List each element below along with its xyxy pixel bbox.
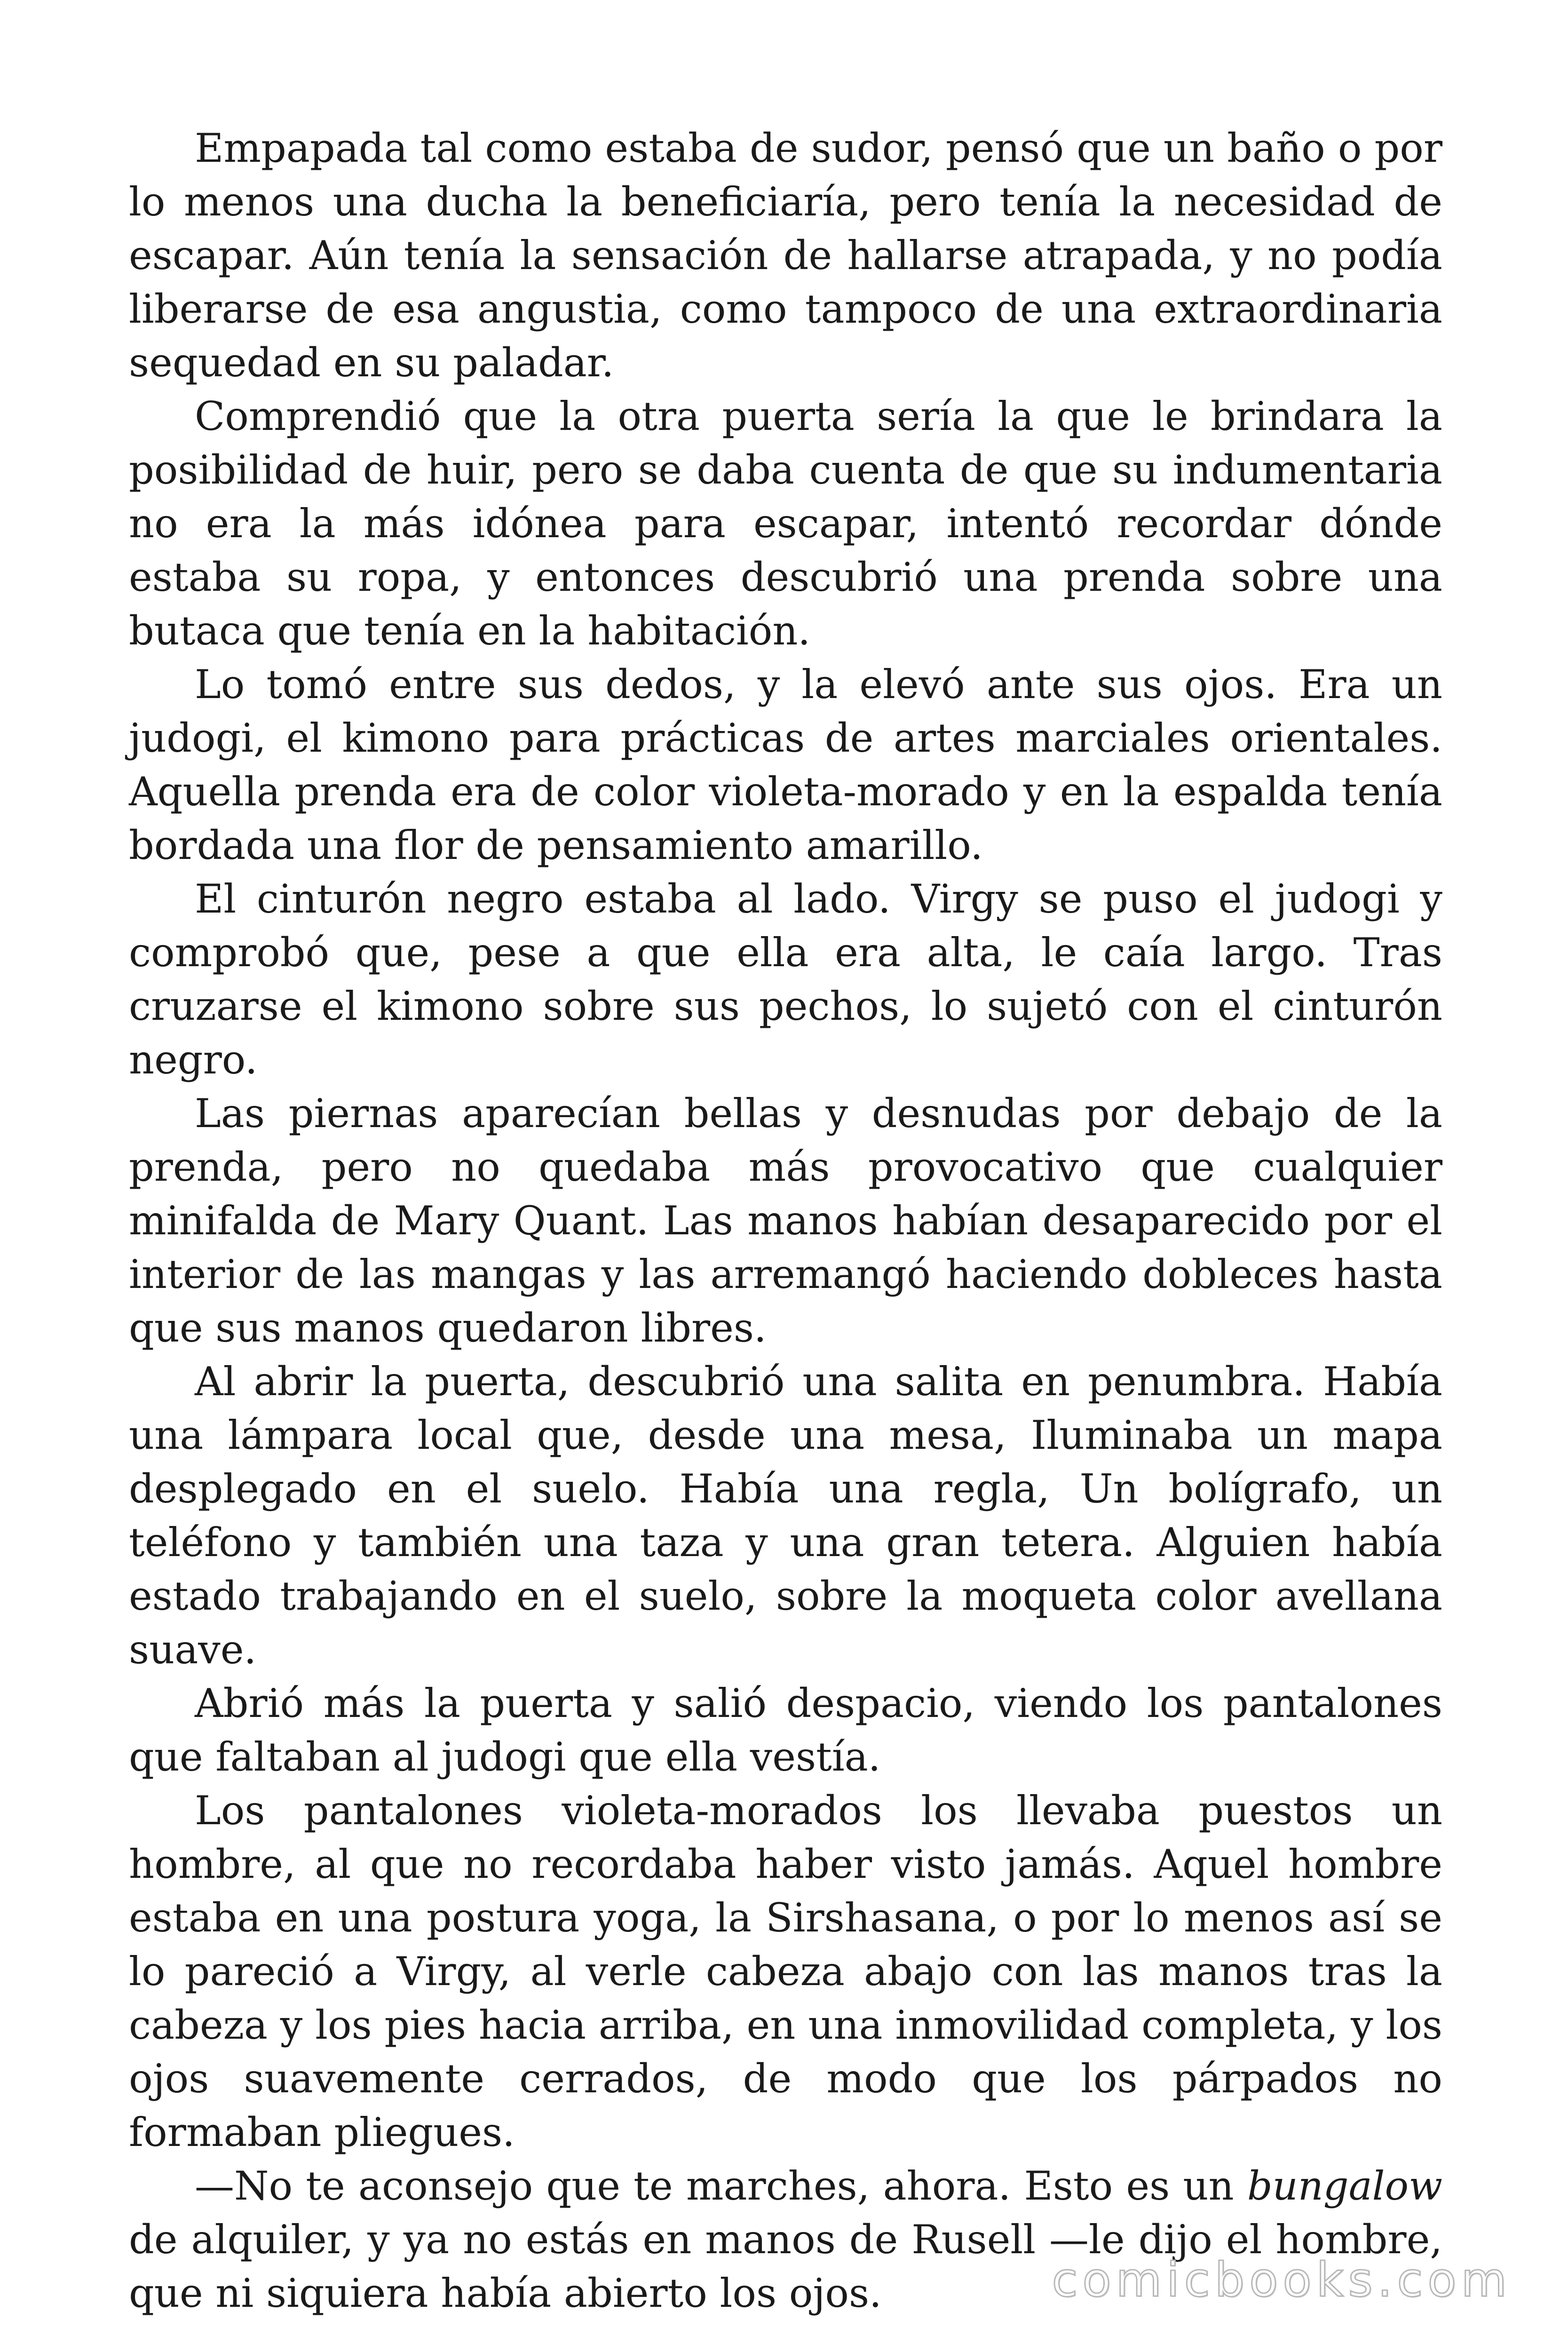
page-body	[129, 121, 1442, 2320]
watermark: comicbooks.com	[1052, 2252, 1512, 2307]
paragraph: Comprendió que la otra puerta sería la que le brindara la posibilidad de huir, pero se daba cuenta de que su indumentaria no era la más idónea para escapar, intentó recordar dónde estaba su ropa, y entonces descubrió una prenda sobre una butaca que tenía en la habitación.	[129, 393, 1442, 654]
final-paragraph-after: de alquiler, y ya no estás en manos de Rusell —le dijo el hombre, que ni siquiera había abierto los ojos.	[129, 2217, 1442, 2316]
paragraph: Abrió más la puerta y salió despacio, viendo los pantalones que faltaban al judogi que ella vestía.	[129, 1680, 1442, 1780]
final-paragraph-italic: bungalow	[1247, 2163, 1442, 2209]
paragraph: El cinturón negro estaba al lado. Virgy se puso el judogi y comprobó que, pese a que ella era alta, le caía largo. Tras cruzarse el kimono sobre sus pechos, lo sujetó con el cinturón negro.	[129, 876, 1442, 1083]
paragraph: Las piernas aparecían bellas y desnudas por debajo de la prenda, pero no quedaba más provocativo que cualquier minifalda de Mary Quant. Las manos habían desaparecido por el interior de las mangas y las arremangó haciendo dobleces hasta que sus manos quedaron libres.	[129, 1090, 1442, 1351]
paragraph: Los pantalones violeta-morados los llevaba puestos un hombre, al que no recordaba haber visto jamás. Aquel hombre estaba en una postura yoga, la Sirshasana, o por lo menos así se lo pareció a Virgy, al verle cabeza abajo con las manos tras la cabeza y los pies hacia arriba, en una inmovilidad completa, y los ojos suavemente cerrados, de modo que los párpados no formaban pliegues.	[129, 1788, 1442, 2155]
final-paragraph-before: —No te aconsejo que te marches, ahora. Esto es un	[195, 2163, 1247, 2209]
paragraph: Empapada tal como estaba de sudor, pensó que un baño o por lo menos una ducha la beneficiaría, pero tenía la necesidad de escapar. Aún tenía la sensación de hallarse atrapada, y no podía liberarse de esa angustia, como tampoco de una extraordinaria sequedad en su paladar.	[129, 125, 1442, 386]
paragraph: Lo tomó entre sus dedos, y la elevó ante sus ojos. Era un judogi, el kimono para prácticas de artes marciales orientales. Aquella prenda era de color violeta-morado y en la espalda tenía bordada una flor de pensamiento amarillo.	[129, 661, 1442, 868]
paragraph: Al abrir la puerta, descubrió una salita en penumbra. Había una lámpara local que, desde una mesa, Iluminaba un mapa desplegado en el suelo. Había una regla, Un bolígrafo, un teléfono y también una taza y una gran tetera. Alguien había estado trabajando en el suelo, sobre la moqueta color avellana suave.	[129, 1359, 1442, 1673]
